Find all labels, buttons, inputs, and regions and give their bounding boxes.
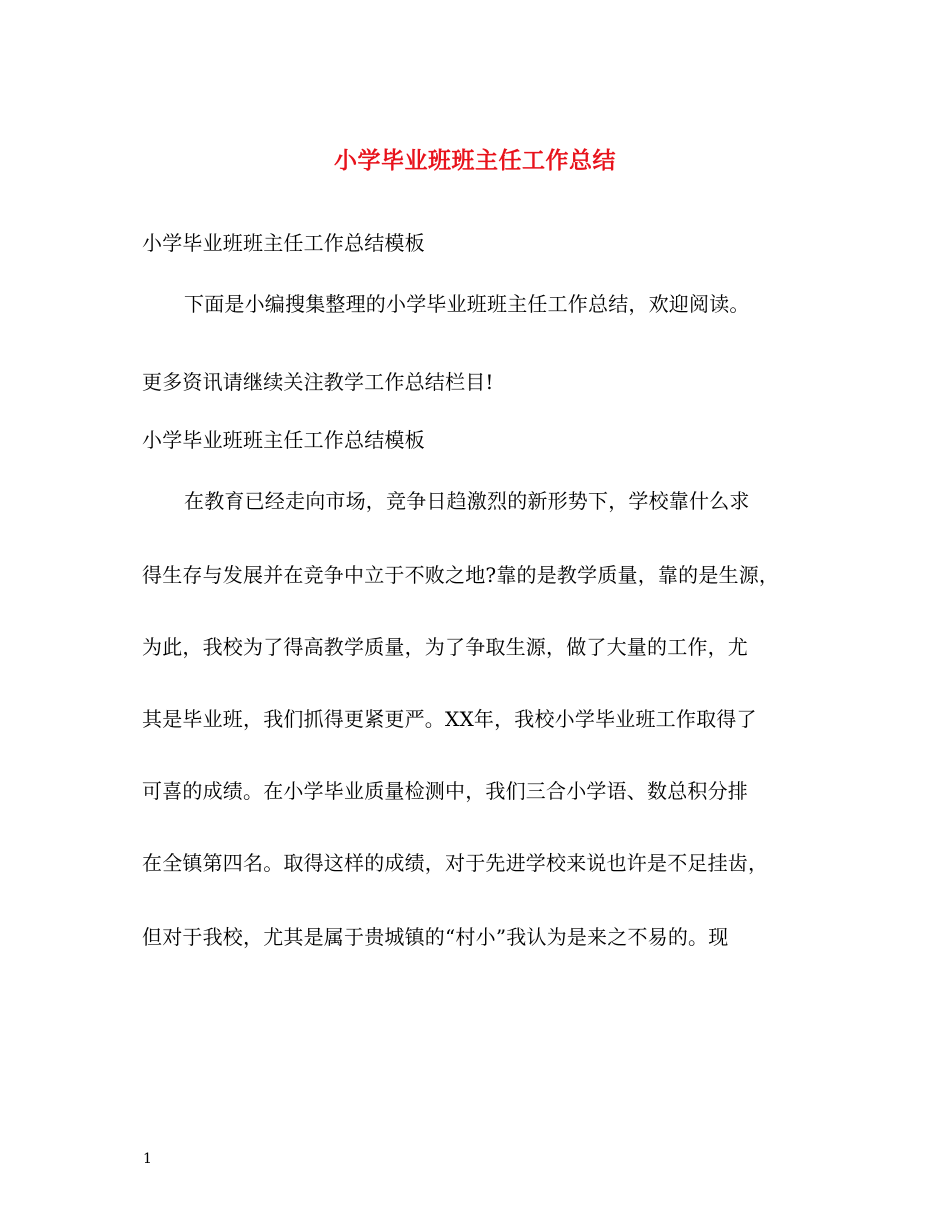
page-number: 1 [143, 1151, 152, 1167]
section-heading-line: 小学毕业班班主任工作总结模板 [142, 428, 425, 452]
more-info-line: 更多资讯请继续关注教学工作总结栏目! [142, 370, 494, 394]
document-title: 小学毕业班班主任工作总结 [334, 147, 616, 174]
subtitle-line: 小学毕业班班主任工作总结模板 [142, 231, 425, 255]
body-line: 得生存与发展并在竞争中立于不败之地?靠的是教学质量，靠的是生源， [142, 563, 780, 587]
body-line: 在教育已经走向市场，竞争日趋激烈的新形势下，学校靠什么求 [184, 489, 750, 513]
body-line: 其是毕业班，我们抓得更紧更严。XX年，我校小学毕业班工作取得了 [142, 707, 757, 731]
body-line: 但对于我校，尤其是属于贵城镇的“村小”我认为是来之不易的。现 [142, 925, 729, 949]
body-line: 可喜的成绩。在小学毕业质量检测中，我们三合小学语、数总积分排 [142, 779, 748, 803]
body-line: 为此，我校为了得高教学质量，为了争取生源，做了大量的工作，尤 [142, 635, 748, 659]
intro-line: 下面是小编搜集整理的小学毕业班班主任工作总结，欢迎阅读。 [184, 292, 750, 316]
body-line: 在全镇第四名。取得这样的成绩，对于先进学校来说也许是不足挂齿， [142, 851, 769, 875]
